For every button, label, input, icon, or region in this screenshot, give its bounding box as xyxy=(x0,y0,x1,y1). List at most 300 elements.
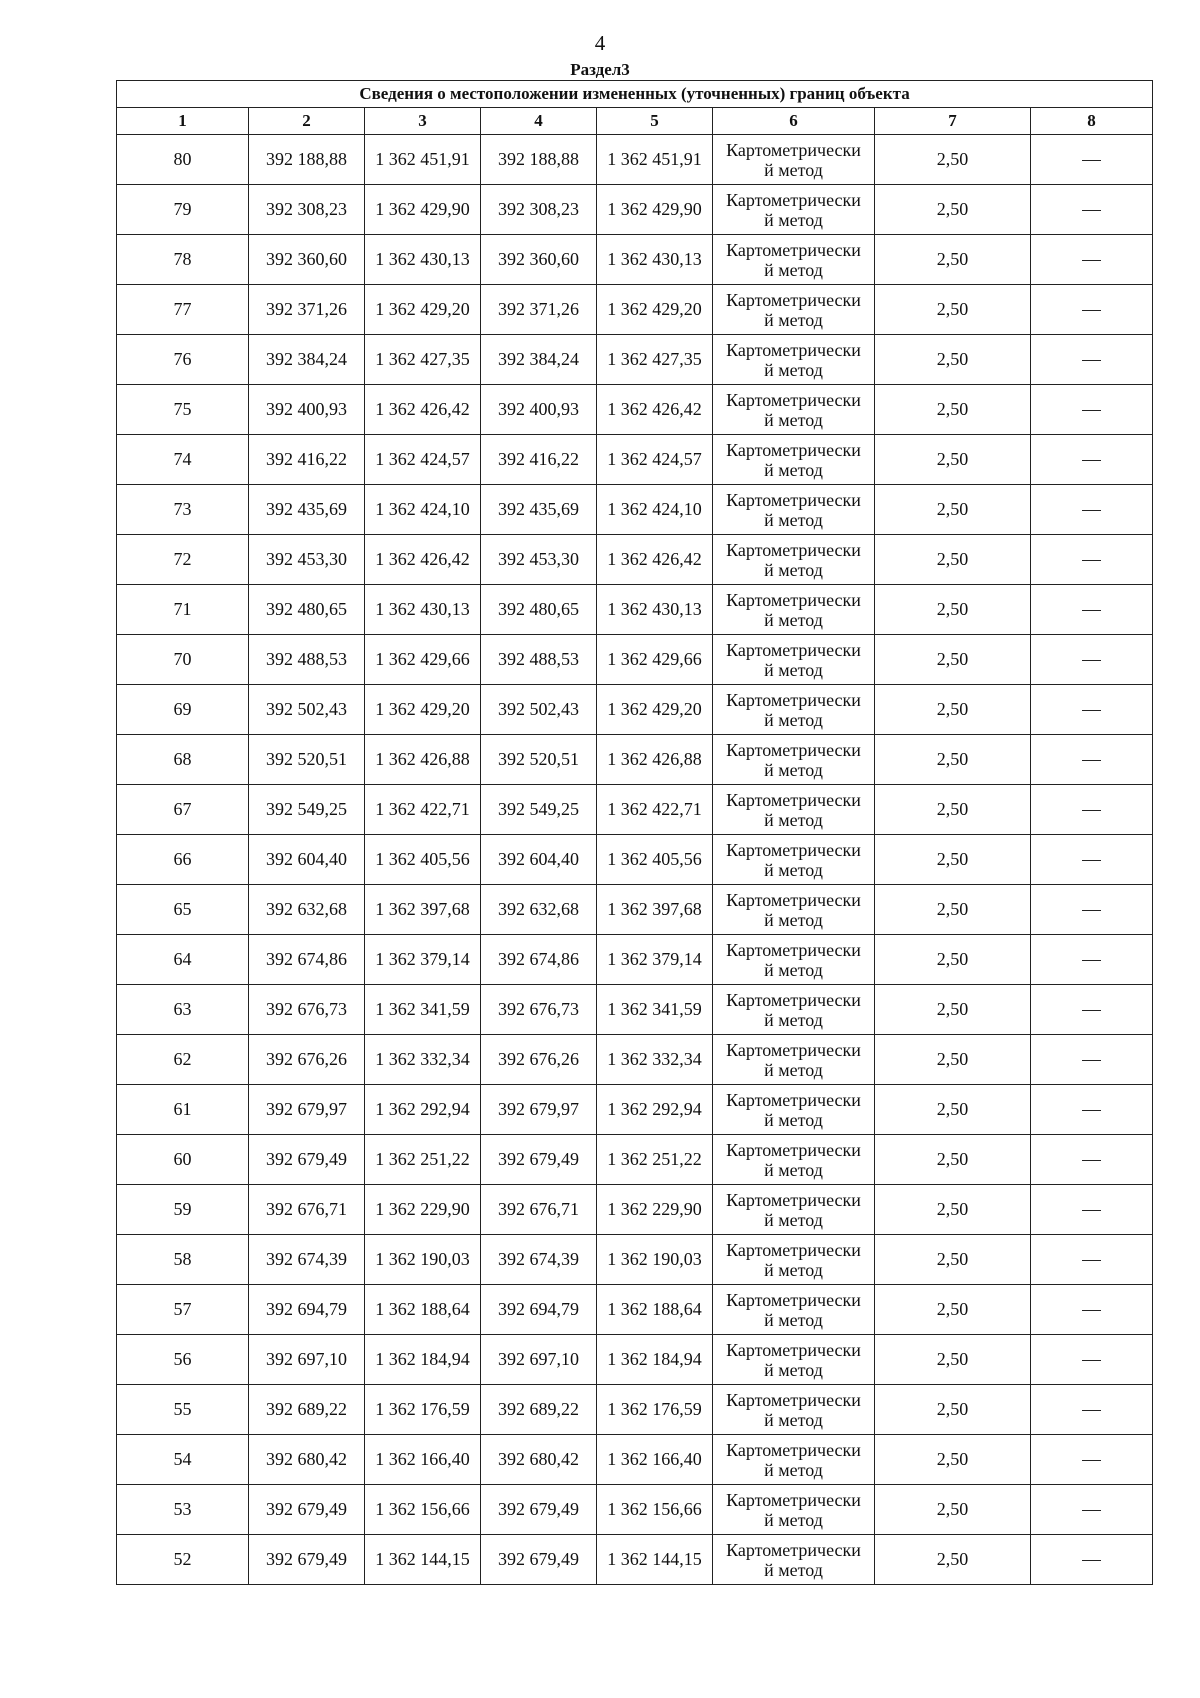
point-number-cell: 78 xyxy=(117,235,249,285)
method-cell xyxy=(713,535,875,585)
dash-cell xyxy=(1031,1485,1153,1535)
dash-mark xyxy=(1082,310,1101,311)
method-text-line: й метод xyxy=(764,1509,823,1530)
method-text-line: й метод xyxy=(764,309,823,330)
coordinate-cell: 392 674,39 xyxy=(249,1235,365,1285)
table-row xyxy=(117,1385,1153,1435)
dash-cell xyxy=(1031,635,1153,685)
point-number-cell: 64 xyxy=(117,935,249,985)
table-row xyxy=(117,1335,1153,1385)
dash-mark xyxy=(1082,1310,1101,1311)
table-row xyxy=(117,1435,1153,1485)
accuracy-cell: 2,50 xyxy=(875,535,1031,585)
accuracy-cell: 2,50 xyxy=(875,885,1031,935)
coordinate-cell: 1 362 397,68 xyxy=(597,885,713,935)
coordinate-cell: 1 362 144,15 xyxy=(365,1535,481,1585)
point-number-cell: 58 xyxy=(117,1235,249,1285)
point-number-cell: 56 xyxy=(117,1335,249,1385)
dash-cell xyxy=(1031,1435,1153,1485)
coordinate-cell: 392 384,24 xyxy=(249,335,365,385)
table-row xyxy=(117,885,1153,935)
coordinate-cell: 1 362 332,34 xyxy=(365,1035,481,1085)
dash-cell xyxy=(1031,535,1153,585)
coordinate-cell: 1 362 166,40 xyxy=(365,1435,481,1485)
dash-mark xyxy=(1082,410,1101,411)
column-number: 1 xyxy=(117,108,249,135)
point-number-cell: 66 xyxy=(117,835,249,885)
table-row xyxy=(117,935,1153,985)
coordinate-cell: 392 549,25 xyxy=(249,785,365,835)
accuracy-cell: 2,50 xyxy=(875,385,1031,435)
coordinate-cell: 392 453,30 xyxy=(249,535,365,585)
method-text-line: Картометрически xyxy=(726,1289,861,1310)
dash-mark xyxy=(1082,460,1101,461)
dash-cell xyxy=(1031,935,1153,985)
method-text-line: й метод xyxy=(764,1459,823,1480)
coordinate-cell: 1 362 341,59 xyxy=(597,985,713,1035)
coordinate-cell: 1 362 427,35 xyxy=(597,335,713,385)
table-row xyxy=(117,835,1153,885)
point-number-cell: 68 xyxy=(117,735,249,785)
coordinate-cell: 1 362 229,90 xyxy=(365,1185,481,1235)
dash-mark xyxy=(1082,1510,1101,1511)
dash-cell xyxy=(1031,435,1153,485)
dash-cell xyxy=(1031,835,1153,885)
method-cell xyxy=(713,1235,875,1285)
point-number-cell: 79 xyxy=(117,185,249,235)
coordinate-cell: 1 362 429,20 xyxy=(365,285,481,335)
method-cell xyxy=(713,935,875,985)
table-row xyxy=(117,335,1153,385)
method-cell xyxy=(713,1335,875,1385)
coordinate-cell: 1 362 251,22 xyxy=(365,1135,481,1185)
table-row xyxy=(117,385,1153,435)
table-row xyxy=(117,785,1153,835)
method-text-line: й метод xyxy=(764,1009,823,1030)
coordinate-cell: 1 362 229,90 xyxy=(597,1185,713,1235)
coordinate-cell: 392 416,22 xyxy=(249,435,365,485)
coordinate-cell: 392 697,10 xyxy=(249,1335,365,1385)
section-title: Раздел3 xyxy=(570,60,630,79)
point-number-cell: 67 xyxy=(117,785,249,835)
coordinate-cell: 1 362 429,20 xyxy=(365,685,481,735)
method-text-line: й метод xyxy=(764,809,823,830)
method-cell xyxy=(713,1285,875,1335)
coordinate-cell: 392 676,73 xyxy=(481,985,597,1035)
coordinate-cell: 392 188,88 xyxy=(249,135,365,185)
coordinate-cell: 1 362 451,91 xyxy=(365,135,481,185)
method-text-line: й метод xyxy=(764,1059,823,1080)
method-text-line: Картометрически xyxy=(726,639,861,660)
method-text-line: Картометрически xyxy=(726,1389,861,1410)
coordinate-cell: 1 362 426,42 xyxy=(597,385,713,435)
method-text-line: й метод xyxy=(764,909,823,930)
accuracy-cell: 2,50 xyxy=(875,285,1031,335)
dash-cell xyxy=(1031,1185,1153,1235)
point-number-cell: 77 xyxy=(117,285,249,335)
accuracy-cell: 2,50 xyxy=(875,635,1031,685)
coordinate-cell: 392 689,22 xyxy=(249,1385,365,1435)
dash-mark xyxy=(1082,860,1101,861)
method-text-line: Картометрически xyxy=(726,489,861,510)
accuracy-cell: 2,50 xyxy=(875,1535,1031,1585)
dash-cell xyxy=(1031,1285,1153,1335)
coordinate-cell: 392 697,10 xyxy=(481,1335,597,1385)
method-text-line: й метод xyxy=(764,859,823,880)
dash-mark xyxy=(1082,1560,1101,1561)
method-text-line: Картометрически xyxy=(726,239,861,260)
coordinate-cell: 392 480,65 xyxy=(481,585,597,635)
coordinate-cell: 1 362 429,90 xyxy=(365,185,481,235)
method-cell xyxy=(713,585,875,635)
dash-mark xyxy=(1082,660,1101,661)
table-row xyxy=(117,535,1153,585)
coordinate-cell: 1 362 424,57 xyxy=(365,435,481,485)
accuracy-cell: 2,50 xyxy=(875,785,1031,835)
method-text-line: Картометрически xyxy=(726,589,861,610)
dash-mark xyxy=(1082,1460,1101,1461)
method-text-line: й метод xyxy=(764,1359,823,1380)
dash-mark xyxy=(1082,710,1101,711)
table-row xyxy=(117,1035,1153,1085)
method-text-line: й метод xyxy=(764,1209,823,1230)
coordinate-cell: 392 360,60 xyxy=(249,235,365,285)
coordinate-cell: 392 679,49 xyxy=(481,1485,597,1535)
coordinate-cell: 1 362 397,68 xyxy=(365,885,481,935)
table-row xyxy=(117,485,1153,535)
accuracy-cell: 2,50 xyxy=(875,835,1031,885)
table-row xyxy=(117,235,1153,285)
table-row xyxy=(117,135,1153,185)
coordinate-cell: 392 549,25 xyxy=(481,785,597,835)
accuracy-cell: 2,50 xyxy=(875,135,1031,185)
method-text-line: Картометрически xyxy=(726,139,861,160)
coordinate-cell: 1 362 424,10 xyxy=(365,485,481,535)
coordinate-cell: 392 453,30 xyxy=(481,535,597,585)
method-text-line: Картометрически xyxy=(726,1089,861,1110)
table-row xyxy=(117,1535,1153,1585)
method-text-line: Картометрически xyxy=(726,1539,861,1560)
coordinate-cell: 1 362 332,34 xyxy=(597,1035,713,1085)
column-number: 3 xyxy=(365,108,481,135)
coordinate-cell: 392 371,26 xyxy=(249,285,365,335)
dash-cell xyxy=(1031,1235,1153,1285)
coordinate-cell: 392 694,79 xyxy=(481,1285,597,1335)
coordinate-cell: 392 674,39 xyxy=(481,1235,597,1285)
dash-cell xyxy=(1031,1135,1153,1185)
accuracy-cell: 2,50 xyxy=(875,1135,1031,1185)
point-number-cell: 57 xyxy=(117,1285,249,1335)
accuracy-cell: 2,50 xyxy=(875,1335,1031,1385)
method-cell xyxy=(713,385,875,435)
method-cell xyxy=(713,435,875,485)
method-text-line: Картометрически xyxy=(726,1239,861,1260)
table-row xyxy=(117,285,1153,335)
dash-cell xyxy=(1031,335,1153,385)
coordinate-cell: 392 632,68 xyxy=(481,885,597,935)
coordinate-cell: 1 362 292,94 xyxy=(597,1085,713,1135)
coordinate-cell: 1 362 430,13 xyxy=(365,585,481,635)
dash-mark xyxy=(1082,810,1101,811)
point-number-cell: 63 xyxy=(117,985,249,1035)
column-number: 7 xyxy=(875,108,1031,135)
method-text-line: Картометрически xyxy=(726,1189,861,1210)
coordinate-cell: 392 520,51 xyxy=(249,735,365,785)
coordinate-cell: 392 680,42 xyxy=(481,1435,597,1485)
point-number-cell: 72 xyxy=(117,535,249,585)
coordinate-cell: 392 416,22 xyxy=(481,435,597,485)
coordinate-cell: 392 488,53 xyxy=(481,635,597,685)
method-cell xyxy=(713,835,875,885)
point-number-cell: 69 xyxy=(117,685,249,735)
method-text-line: Картометрически xyxy=(726,289,861,310)
accuracy-cell: 2,50 xyxy=(875,235,1031,285)
dash-mark xyxy=(1082,360,1101,361)
coordinate-cell: 1 362 190,03 xyxy=(597,1235,713,1285)
coordinate-cell: 392 674,86 xyxy=(249,935,365,985)
dash-mark xyxy=(1082,560,1101,561)
point-number-cell: 71 xyxy=(117,585,249,635)
method-cell xyxy=(713,685,875,735)
point-number-cell: 54 xyxy=(117,1435,249,1485)
dash-cell xyxy=(1031,185,1153,235)
page-number: 4 xyxy=(594,31,606,55)
method-text-line: й метод xyxy=(764,359,823,380)
dash-cell xyxy=(1031,735,1153,785)
method-text-line: й метод xyxy=(764,1159,823,1180)
method-text-line: Картометрически xyxy=(726,1339,861,1360)
coordinate-cell: 392 694,79 xyxy=(249,1285,365,1335)
dash-mark xyxy=(1082,210,1101,211)
point-number-cell: 76 xyxy=(117,335,249,385)
coordinate-cell: 392 679,49 xyxy=(481,1535,597,1585)
coordinate-cell: 392 384,24 xyxy=(481,335,597,385)
coordinate-cell: 1 362 379,14 xyxy=(365,935,481,985)
coordinate-cell: 392 679,97 xyxy=(481,1085,597,1135)
method-text-line: Картометрически xyxy=(726,1439,861,1460)
column-number: 4 xyxy=(481,108,597,135)
dash-cell xyxy=(1031,485,1153,535)
coordinate-cell: 392 674,86 xyxy=(481,935,597,985)
coordinate-cell: 1 362 451,91 xyxy=(597,135,713,185)
dash-cell xyxy=(1031,385,1153,435)
coordinate-cell: 1 362 424,57 xyxy=(597,435,713,485)
method-text-line: й метод xyxy=(764,259,823,280)
coordinate-cell: 1 362 424,10 xyxy=(597,485,713,535)
accuracy-cell: 2,50 xyxy=(875,485,1031,535)
method-cell xyxy=(713,235,875,285)
dash-mark xyxy=(1082,510,1101,511)
method-text-line: й метод xyxy=(764,1259,823,1280)
dash-cell xyxy=(1031,235,1153,285)
table-row xyxy=(117,1135,1153,1185)
method-text-line: й метод xyxy=(764,759,823,780)
point-number-cell: 65 xyxy=(117,885,249,935)
coordinate-cell: 392 520,51 xyxy=(481,735,597,785)
dash-mark xyxy=(1082,1360,1101,1361)
method-text-line: Картометрически xyxy=(726,439,861,460)
coordinate-cell: 392 488,53 xyxy=(249,635,365,685)
coordinate-cell: 392 679,49 xyxy=(249,1535,365,1585)
accuracy-cell: 2,50 xyxy=(875,435,1031,485)
table-row xyxy=(117,585,1153,635)
coordinate-cell: 392 676,26 xyxy=(481,1035,597,1085)
table-row xyxy=(117,1485,1153,1535)
method-text-line: Картометрически xyxy=(726,889,861,910)
column-number: 6 xyxy=(713,108,875,135)
method-cell xyxy=(713,185,875,235)
coordinate-cell: 1 362 190,03 xyxy=(365,1235,481,1285)
dash-mark xyxy=(1082,1410,1101,1411)
coordinate-cell: 392 679,49 xyxy=(249,1485,365,1535)
dash-mark xyxy=(1082,260,1101,261)
coordinate-cell: 1 362 426,42 xyxy=(365,535,481,585)
method-text-line: й метод xyxy=(764,609,823,630)
coordinate-cell: 392 435,69 xyxy=(249,485,365,535)
method-cell xyxy=(713,635,875,685)
coordinate-cell: 392 502,43 xyxy=(481,685,597,735)
method-cell xyxy=(713,285,875,335)
coordinate-cell: 1 362 188,64 xyxy=(365,1285,481,1335)
method-cell xyxy=(713,1535,875,1585)
coordinate-cell: 1 362 422,71 xyxy=(365,785,481,835)
table-row xyxy=(117,1285,1153,1335)
table-caption-row xyxy=(117,81,1153,108)
method-text-line: й метод xyxy=(764,1309,823,1330)
coordinate-cell: 1 362 292,94 xyxy=(365,1085,481,1135)
dash-cell xyxy=(1031,785,1153,835)
accuracy-cell: 2,50 xyxy=(875,1285,1031,1335)
dash-mark xyxy=(1082,760,1101,761)
accuracy-cell: 2,50 xyxy=(875,585,1031,635)
dash-cell xyxy=(1031,1385,1153,1435)
point-number-cell: 60 xyxy=(117,1135,249,1185)
coordinate-cell: 1 362 379,14 xyxy=(597,935,713,985)
method-cell xyxy=(713,1135,875,1185)
coordinate-cell: 1 362 405,56 xyxy=(597,835,713,885)
dash-cell xyxy=(1031,1335,1153,1385)
accuracy-cell: 2,50 xyxy=(875,685,1031,735)
point-number-cell: 74 xyxy=(117,435,249,485)
accuracy-cell: 2,50 xyxy=(875,1235,1031,1285)
method-text-line: й метод xyxy=(764,509,823,530)
coordinate-cell: 392 676,73 xyxy=(249,985,365,1035)
dash-mark xyxy=(1082,1210,1101,1211)
accuracy-cell: 2,50 xyxy=(875,985,1031,1035)
table-row xyxy=(117,685,1153,735)
column-number: 8 xyxy=(1031,108,1153,135)
coordinate-cell: 392 435,69 xyxy=(481,485,597,535)
column-number-row xyxy=(117,108,1153,135)
accuracy-cell: 2,50 xyxy=(875,1435,1031,1485)
method-cell xyxy=(713,735,875,785)
method-text-line: й метод xyxy=(764,1409,823,1430)
method-text-line: Картометрически xyxy=(726,1139,861,1160)
coordinate-cell: 1 362 426,88 xyxy=(365,735,481,785)
method-text-line: Картометрически xyxy=(726,339,861,360)
coordinate-cell: 392 604,40 xyxy=(249,835,365,885)
coordinate-cell: 392 679,49 xyxy=(481,1135,597,1185)
table-row xyxy=(117,1085,1153,1135)
coordinate-cell: 392 676,26 xyxy=(249,1035,365,1085)
method-text-line: й метод xyxy=(764,959,823,980)
dash-cell xyxy=(1031,685,1153,735)
coordinate-cell: 1 362 426,42 xyxy=(597,535,713,585)
coordinate-cell: 1 362 429,20 xyxy=(597,685,713,735)
method-text-line: й метод xyxy=(764,459,823,480)
method-text-line: Картометрически xyxy=(726,189,861,210)
method-text-line: Картометрически xyxy=(726,739,861,760)
coordinate-cell: 1 362 405,56 xyxy=(365,835,481,885)
accuracy-cell: 2,50 xyxy=(875,1485,1031,1535)
coordinate-cell: 392 676,71 xyxy=(249,1185,365,1235)
method-text-line: Картометрически xyxy=(726,689,861,710)
accuracy-cell: 2,50 xyxy=(875,935,1031,985)
method-text-line: Картометрически xyxy=(726,539,861,560)
coordinate-cell: 1 362 166,40 xyxy=(597,1435,713,1485)
coordinate-cell: 1 362 429,66 xyxy=(597,635,713,685)
method-text-line: й метод xyxy=(764,209,823,230)
method-cell xyxy=(713,1035,875,1085)
dash-mark xyxy=(1082,160,1101,161)
dash-cell xyxy=(1031,885,1153,935)
coordinate-cell: 1 362 430,13 xyxy=(597,585,713,635)
coordinate-cell: 1 362 184,94 xyxy=(365,1335,481,1385)
accuracy-cell: 2,50 xyxy=(875,1185,1031,1235)
table-row xyxy=(117,435,1153,485)
method-text-line: й метод xyxy=(764,409,823,430)
table-caption: Сведения о местоположении измененных (уточненных) границ объекта xyxy=(117,81,1153,108)
method-text-line: й метод xyxy=(764,159,823,180)
dash-mark xyxy=(1082,910,1101,911)
boundary-coordinates-table xyxy=(116,80,1153,1585)
table-row xyxy=(117,985,1153,1035)
method-text-line: Картометрически xyxy=(726,939,861,960)
coordinate-cell: 1 362 176,59 xyxy=(365,1385,481,1435)
point-number-cell: 70 xyxy=(117,635,249,685)
coordinate-cell: 1 362 422,71 xyxy=(597,785,713,835)
accuracy-cell: 2,50 xyxy=(875,335,1031,385)
coordinate-cell: 392 632,68 xyxy=(249,885,365,935)
table-row xyxy=(117,185,1153,235)
dash-mark xyxy=(1082,1260,1101,1261)
coordinate-cell: 1 362 429,66 xyxy=(365,635,481,685)
point-number-cell: 61 xyxy=(117,1085,249,1135)
dash-mark xyxy=(1082,960,1101,961)
dash-cell xyxy=(1031,1085,1153,1135)
dash-mark xyxy=(1082,1060,1101,1061)
method-text-line: Картометрически xyxy=(726,1489,861,1510)
coordinate-cell: 1 362 430,13 xyxy=(597,235,713,285)
method-text-line: й метод xyxy=(764,709,823,730)
coordinate-cell: 1 362 429,20 xyxy=(597,285,713,335)
method-text-line: й метод xyxy=(764,1109,823,1130)
column-number: 5 xyxy=(597,108,713,135)
method-cell xyxy=(713,885,875,935)
method-cell xyxy=(713,1435,875,1485)
dash-mark xyxy=(1082,1160,1101,1161)
method-cell xyxy=(713,1485,875,1535)
table-row xyxy=(117,1235,1153,1285)
table-row xyxy=(117,635,1153,685)
accuracy-cell: 2,50 xyxy=(875,735,1031,785)
dash-mark xyxy=(1082,1010,1101,1011)
accuracy-cell: 2,50 xyxy=(875,185,1031,235)
method-text-line: Картометрически xyxy=(726,839,861,860)
dash-mark xyxy=(1082,610,1101,611)
coordinate-cell: 392 604,40 xyxy=(481,835,597,885)
method-text-line: й метод xyxy=(764,659,823,680)
